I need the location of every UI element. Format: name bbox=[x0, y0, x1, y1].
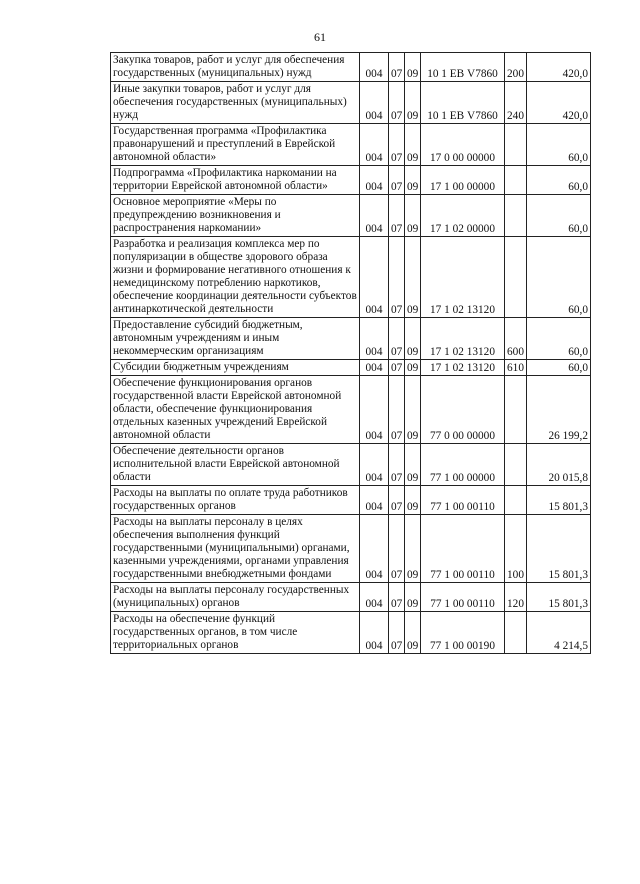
row-name-cell bbox=[111, 82, 360, 124]
target-code: 17 0 00 00000 bbox=[421, 124, 505, 166]
row-name-cell bbox=[111, 515, 360, 583]
section-code: 07 bbox=[389, 444, 405, 486]
section-code: 07 bbox=[389, 318, 405, 360]
target-code: 17 1 02 13120 bbox=[421, 360, 505, 376]
amount: 60,0 bbox=[527, 166, 591, 195]
section-code: 07 bbox=[389, 82, 405, 124]
table-row bbox=[111, 515, 591, 583]
section-code: 07 bbox=[389, 612, 405, 654]
amount: 60,0 bbox=[527, 195, 591, 237]
row-name: Расходы на выплаты персоналу в целях обеспечения выполнения функций государственными (муниципальными) органами, казенными учреждениями, органами управления государственными внебюджетными фондами bbox=[113, 516, 350, 580]
target-code: 17 1 02 13120 bbox=[421, 237, 505, 318]
table-row bbox=[111, 376, 591, 444]
subsection-code: 09 bbox=[405, 318, 421, 360]
expense-type-code bbox=[505, 486, 527, 515]
ministry-code: 004 bbox=[360, 583, 389, 612]
row-name: Субсидии бюджетным учреждениям bbox=[113, 361, 289, 373]
target-code: 77 1 00 00110 bbox=[421, 583, 505, 612]
table-row bbox=[111, 195, 591, 237]
amount: 15 801,3 bbox=[527, 515, 591, 583]
ministry-code: 004 bbox=[360, 612, 389, 654]
row-name: Предоставление субсидий бюджетным, автономным учреждениям и иным некоммерческим организациям bbox=[113, 319, 303, 357]
row-name: Обеспечение деятельности органов исполнительной власти Еврейской автономной области bbox=[113, 445, 340, 483]
table-row bbox=[111, 583, 591, 612]
row-name-cell bbox=[111, 612, 360, 654]
table-row bbox=[111, 82, 591, 124]
ministry-code: 004 bbox=[360, 53, 389, 82]
table-row bbox=[111, 124, 591, 166]
subsection-code: 09 bbox=[405, 124, 421, 166]
subsection-code: 09 bbox=[405, 612, 421, 654]
expense-type-code: 610 bbox=[505, 360, 527, 376]
table-row bbox=[111, 53, 591, 82]
target-code: 77 1 00 00110 bbox=[421, 515, 505, 583]
table-row bbox=[111, 318, 591, 360]
table-row bbox=[111, 237, 591, 318]
row-name: Государственная программа «Профилактика правонарушений и преступлений в Еврейской автономной области» bbox=[113, 125, 336, 163]
table-row bbox=[111, 444, 591, 486]
row-name-cell bbox=[111, 583, 360, 612]
ministry-code: 004 bbox=[360, 318, 389, 360]
target-code: 77 1 00 00000 bbox=[421, 444, 505, 486]
row-name-cell bbox=[111, 486, 360, 515]
target-code: 17 1 02 13120 bbox=[421, 318, 505, 360]
amount: 60,0 bbox=[527, 124, 591, 166]
row-name: Иные закупки товаров, работ и услуг для обеспечения государственных (муниципальных) нужд bbox=[113, 83, 347, 121]
section-code: 07 bbox=[389, 360, 405, 376]
amount: 420,0 bbox=[527, 82, 591, 124]
ministry-code: 004 bbox=[360, 166, 389, 195]
section-code: 07 bbox=[389, 53, 405, 82]
row-name-cell bbox=[111, 195, 360, 237]
section-code: 07 bbox=[389, 124, 405, 166]
target-code: 77 1 00 00190 bbox=[421, 612, 505, 654]
amount: 15 801,3 bbox=[527, 486, 591, 515]
row-name: Расходы на обеспечение функций государственных органов, в том числе территориальных органов bbox=[113, 613, 298, 651]
budget-table bbox=[110, 52, 591, 654]
row-name: Расходы на выплаты по оплате труда работников государственных органов bbox=[113, 487, 348, 512]
row-name: Расходы на выплаты персоналу государственных (муниципальных) органов bbox=[113, 584, 350, 609]
amount: 15 801,3 bbox=[527, 583, 591, 612]
amount: 26 199,2 bbox=[527, 376, 591, 444]
expense-type-code: 100 bbox=[505, 515, 527, 583]
row-name: Обеспечение функционирования органов государственной власти Еврейской автономной области, обеспечение функционирования отдельных казенных учреждений Еврейской автономной области bbox=[113, 377, 342, 441]
row-name: Разработка и реализация комплекса мер по популяризации в обществе здорового образа жизни и формирование негативного отношения к немедицинскому потреблению наркотиков, обеспечение координации деятельности субъектов антинаркотической деятельности bbox=[113, 238, 357, 315]
section-code: 07 bbox=[389, 515, 405, 583]
page-number: 61 bbox=[314, 30, 326, 44]
section-code: 07 bbox=[389, 237, 405, 318]
expense-type-code bbox=[505, 237, 527, 318]
target-code: 17 1 02 00000 bbox=[421, 195, 505, 237]
expense-type-code bbox=[505, 166, 527, 195]
section-code: 07 bbox=[389, 376, 405, 444]
table-row bbox=[111, 360, 591, 376]
expense-type-code bbox=[505, 195, 527, 237]
expense-type-code: 600 bbox=[505, 318, 527, 360]
amount: 60,0 bbox=[527, 360, 591, 376]
subsection-code: 09 bbox=[405, 166, 421, 195]
target-code: 10 1 ЕВ V7860 bbox=[421, 82, 505, 124]
target-code: 77 0 00 00000 bbox=[421, 376, 505, 444]
expense-type-code bbox=[505, 444, 527, 486]
amount: 20 015,8 bbox=[527, 444, 591, 486]
section-code: 07 bbox=[389, 195, 405, 237]
subsection-code: 09 bbox=[405, 583, 421, 612]
expense-type-code: 200 bbox=[505, 53, 527, 82]
ministry-code: 004 bbox=[360, 486, 389, 515]
table-row bbox=[111, 612, 591, 654]
amount: 4 214,5 bbox=[527, 612, 591, 654]
row-name-cell bbox=[111, 124, 360, 166]
subsection-code: 09 bbox=[405, 237, 421, 318]
expense-type-code: 120 bbox=[505, 583, 527, 612]
amount: 60,0 bbox=[527, 237, 591, 318]
ministry-code: 004 bbox=[360, 515, 389, 583]
subsection-code: 09 bbox=[405, 444, 421, 486]
ministry-code: 004 bbox=[360, 444, 389, 486]
subsection-code: 09 bbox=[405, 486, 421, 515]
section-code: 07 bbox=[389, 486, 405, 515]
amount: 420,0 bbox=[527, 53, 591, 82]
row-name-cell bbox=[111, 318, 360, 360]
subsection-code: 09 bbox=[405, 376, 421, 444]
amount: 60,0 bbox=[527, 318, 591, 360]
row-name-cell bbox=[111, 166, 360, 195]
subsection-code: 09 bbox=[405, 82, 421, 124]
target-code: 10 1 ЕВ V7860 bbox=[421, 53, 505, 82]
expense-type-code bbox=[505, 376, 527, 444]
row-name-cell bbox=[111, 53, 360, 82]
row-name: Закупка товаров, работ и услуг для обеспечения государственных (муниципальных) нужд bbox=[113, 54, 345, 79]
row-name: Основное мероприятие «Меры по предупреждению возникновения и распространения наркомании» bbox=[113, 196, 281, 234]
subsection-code: 09 bbox=[405, 515, 421, 583]
expense-type-code: 240 bbox=[505, 82, 527, 124]
subsection-code: 09 bbox=[405, 360, 421, 376]
row-name-cell bbox=[111, 444, 360, 486]
target-code: 77 1 00 00110 bbox=[421, 486, 505, 515]
ministry-code: 004 bbox=[360, 376, 389, 444]
expense-type-code bbox=[505, 612, 527, 654]
expense-type-code bbox=[505, 124, 527, 166]
row-name-cell bbox=[111, 237, 360, 318]
subsection-code: 09 bbox=[405, 195, 421, 237]
section-code: 07 bbox=[389, 166, 405, 195]
ministry-code: 004 bbox=[360, 195, 389, 237]
subsection-code: 09 bbox=[405, 53, 421, 82]
table-row bbox=[111, 486, 591, 515]
target-code: 17 1 00 00000 bbox=[421, 166, 505, 195]
ministry-code: 004 bbox=[360, 360, 389, 376]
row-name-cell bbox=[111, 376, 360, 444]
ministry-code: 004 bbox=[360, 237, 389, 318]
ministry-code: 004 bbox=[360, 124, 389, 166]
ministry-code: 004 bbox=[360, 82, 389, 124]
row-name: Подпрограмма «Профилактика наркомании на территории Еврейской автономной области» bbox=[113, 167, 337, 192]
section-code: 07 bbox=[389, 583, 405, 612]
table-row bbox=[111, 166, 591, 195]
row-name-cell bbox=[111, 360, 360, 376]
